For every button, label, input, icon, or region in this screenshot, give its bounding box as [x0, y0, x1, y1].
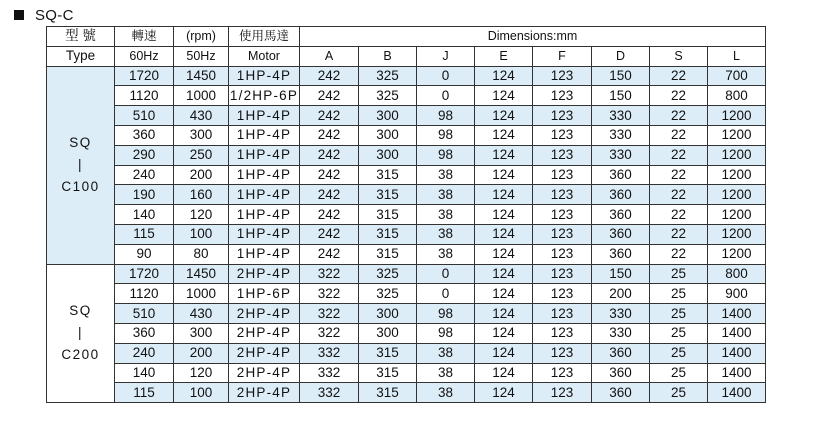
- table-cell: 800: [708, 264, 766, 284]
- table-cell: 124: [475, 244, 533, 264]
- table-cell: 98: [417, 125, 475, 145]
- table-cell: 90: [115, 244, 174, 264]
- table-cell: 124: [475, 145, 533, 165]
- table-cell: 140: [115, 205, 174, 225]
- table-cell: 325: [359, 264, 417, 284]
- table-cell: 115: [115, 224, 174, 244]
- table-cell: 38: [417, 165, 475, 185]
- table-cell: 242: [300, 165, 359, 185]
- table-cell: 150: [592, 264, 650, 284]
- table-cell: 190: [115, 185, 174, 205]
- table-cell: 22: [650, 165, 708, 185]
- table-cell: 800: [708, 86, 766, 106]
- table-cell: 360: [592, 363, 650, 383]
- table-cell: 124: [475, 205, 533, 225]
- table-cell: 325: [359, 86, 417, 106]
- table-cell: 242: [300, 125, 359, 145]
- table-cell: 1HP-4P: [229, 205, 300, 225]
- table-cell: 700: [708, 66, 766, 86]
- header-col-a: A: [300, 46, 359, 66]
- table-cell: 325: [359, 66, 417, 86]
- table-cell: 1HP-4P: [229, 145, 300, 165]
- table-cell: 1200: [708, 145, 766, 165]
- table-row: [47, 264, 766, 284]
- table-cell: 80: [174, 244, 229, 264]
- table-cell: 510: [115, 106, 174, 126]
- table-cell: 1120: [115, 284, 174, 304]
- table-cell: 1000: [174, 284, 229, 304]
- table-row: [47, 224, 766, 244]
- table-cell: 1000: [174, 86, 229, 106]
- square-bullet-icon: [14, 10, 24, 20]
- table-cell: 430: [174, 106, 229, 126]
- table-cell: 124: [475, 224, 533, 244]
- table-cell: 315: [359, 383, 417, 403]
- table-cell: 0: [417, 66, 475, 86]
- table-cell: 300: [359, 145, 417, 165]
- table-cell: 1450: [174, 66, 229, 86]
- table-row: [47, 125, 766, 145]
- table-cell: 1HP-4P: [229, 165, 300, 185]
- table-cell: 1HP-4P: [229, 224, 300, 244]
- table-cell: 300: [359, 323, 417, 343]
- header-dimensions: Dimensions:mm: [300, 27, 766, 47]
- header-type-en: Type: [47, 46, 115, 66]
- table-cell: 300: [359, 106, 417, 126]
- header-row-2: [47, 46, 766, 66]
- table-cell: 123: [533, 284, 592, 304]
- table-cell: 123: [533, 244, 592, 264]
- table-cell: 123: [533, 224, 592, 244]
- model-label-bottom: C200: [61, 347, 100, 363]
- table-cell: 200: [174, 165, 229, 185]
- table-cell: 1HP-4P: [229, 66, 300, 86]
- table-row: [47, 343, 766, 363]
- table-cell: 124: [475, 304, 533, 324]
- table-cell: 430: [174, 304, 229, 324]
- table-cell: 123: [533, 343, 592, 363]
- table-cell: 160: [174, 185, 229, 205]
- table-cell: 124: [475, 363, 533, 383]
- table-row: [47, 284, 766, 304]
- table-cell: 115: [115, 383, 174, 403]
- table-cell: 242: [300, 66, 359, 86]
- table-cell: 123: [533, 323, 592, 343]
- table-cell: 1HP-6P: [229, 284, 300, 304]
- table-cell: 22: [650, 106, 708, 126]
- table-cell: 123: [533, 205, 592, 225]
- table-cell: 100: [174, 224, 229, 244]
- table-cell: 1HP-4P: [229, 244, 300, 264]
- table-cell: 290: [115, 145, 174, 165]
- table-cell: 315: [359, 244, 417, 264]
- table-cell: 1400: [708, 343, 766, 363]
- table-cell: 38: [417, 205, 475, 225]
- table-cell: 38: [417, 383, 475, 403]
- table-cell: 22: [650, 205, 708, 225]
- table-cell: 330: [592, 145, 650, 165]
- table-cell: 332: [300, 383, 359, 403]
- table-cell: 25: [650, 343, 708, 363]
- header-col-b: B: [359, 46, 417, 66]
- table-cell: 38: [417, 244, 475, 264]
- table-cell: 22: [650, 145, 708, 165]
- header-50hz: 50Hz: [174, 46, 229, 66]
- table-cell: 0: [417, 86, 475, 106]
- table-cell: 123: [533, 165, 592, 185]
- table-cell: 124: [475, 86, 533, 106]
- table-cell: 242: [300, 185, 359, 205]
- table-row: [47, 205, 766, 225]
- table-cell: 242: [300, 106, 359, 126]
- table-cell: 98: [417, 323, 475, 343]
- table-cell: 1450: [174, 264, 229, 284]
- header-col-e: E: [475, 46, 533, 66]
- section-heading: [14, 5, 74, 25]
- table-cell: 242: [300, 224, 359, 244]
- table-cell: 140: [115, 363, 174, 383]
- table-row: [47, 383, 766, 403]
- table-cell: 22: [650, 244, 708, 264]
- table-cell: 360: [592, 165, 650, 185]
- table-cell: 1200: [708, 185, 766, 205]
- header-60hz: 60Hz: [115, 46, 174, 66]
- table-cell: 360: [115, 323, 174, 343]
- table-cell: 330: [592, 125, 650, 145]
- table-cell: 325: [359, 284, 417, 304]
- table-cell: 123: [533, 66, 592, 86]
- table-cell: 330: [592, 106, 650, 126]
- table-cell: 315: [359, 165, 417, 185]
- table-cell: 2HP-4P: [229, 304, 300, 324]
- table-cell: 332: [300, 343, 359, 363]
- table-cell: 0: [417, 264, 475, 284]
- table-cell: 123: [533, 125, 592, 145]
- table-cell: 1HP-4P: [229, 185, 300, 205]
- table-cell: 330: [592, 323, 650, 343]
- table-cell: 1HP-4P: [229, 125, 300, 145]
- table-cell: 124: [475, 66, 533, 86]
- model-label-mid: |: [77, 325, 83, 341]
- table-cell: 1/2HP-6P: [229, 86, 300, 106]
- header-speed-zh: 轉速: [115, 27, 174, 47]
- model-group-label: [47, 264, 115, 403]
- table-cell: 360: [592, 224, 650, 244]
- table-row: [47, 323, 766, 343]
- table-cell: 120: [174, 363, 229, 383]
- table-cell: 1200: [708, 205, 766, 225]
- table-cell: 124: [475, 125, 533, 145]
- table-cell: 240: [115, 343, 174, 363]
- table-row: [47, 244, 766, 264]
- table-cell: 322: [300, 264, 359, 284]
- table-cell: 315: [359, 363, 417, 383]
- model-label-bottom: C100: [61, 179, 100, 195]
- table-cell: 360: [592, 185, 650, 205]
- table-cell: 25: [650, 284, 708, 304]
- table-cell: 124: [475, 106, 533, 126]
- table-cell: 242: [300, 244, 359, 264]
- header-motor-zh: 使用馬達: [229, 27, 300, 47]
- table-cell: 123: [533, 185, 592, 205]
- table-cell: 22: [650, 86, 708, 106]
- table-cell: 22: [650, 66, 708, 86]
- table-cell: 300: [359, 304, 417, 324]
- table-row: [47, 165, 766, 185]
- table-cell: 300: [174, 323, 229, 343]
- table-cell: 315: [359, 185, 417, 205]
- table-cell: 25: [650, 323, 708, 343]
- header-rpm: (rpm): [174, 27, 229, 47]
- table-cell: 150: [592, 66, 650, 86]
- table-cell: 123: [533, 86, 592, 106]
- table-cell: 2HP-4P: [229, 363, 300, 383]
- table-cell: 38: [417, 343, 475, 363]
- table-cell: 332: [300, 363, 359, 383]
- table-cell: 123: [533, 264, 592, 284]
- header-col-f: F: [533, 46, 592, 66]
- table-cell: 2HP-4P: [229, 383, 300, 403]
- table-cell: 242: [300, 86, 359, 106]
- table-cell: 25: [650, 363, 708, 383]
- table-cell: 510: [115, 304, 174, 324]
- header-row-1: [47, 27, 766, 47]
- table-cell: 2HP-4P: [229, 323, 300, 343]
- table-cell: 120: [174, 205, 229, 225]
- model-group-label: [47, 66, 115, 264]
- table-cell: 124: [475, 284, 533, 304]
- table-cell: 98: [417, 145, 475, 165]
- table-row: [47, 185, 766, 205]
- table-cell: 1720: [115, 264, 174, 284]
- table-cell: 98: [417, 304, 475, 324]
- table-cell: 38: [417, 185, 475, 205]
- table-cell: 2HP-4P: [229, 343, 300, 363]
- table-cell: 123: [533, 383, 592, 403]
- table-cell: 1HP-4P: [229, 106, 300, 126]
- table-cell: 250: [174, 145, 229, 165]
- header-col-d: D: [592, 46, 650, 66]
- table-cell: 322: [300, 284, 359, 304]
- table-cell: 300: [359, 125, 417, 145]
- table-cell: 242: [300, 205, 359, 225]
- table-row: [47, 145, 766, 165]
- table-cell: 38: [417, 224, 475, 244]
- table-cell: 1400: [708, 323, 766, 343]
- model-label-top: SQ: [69, 303, 92, 319]
- table-row: [47, 106, 766, 126]
- table-cell: 150: [592, 86, 650, 106]
- table-cell: 315: [359, 224, 417, 244]
- table-cell: 123: [533, 145, 592, 165]
- table-cell: 38: [417, 363, 475, 383]
- table-row: [47, 66, 766, 86]
- table-cell: 124: [475, 343, 533, 363]
- table-cell: 123: [533, 106, 592, 126]
- header-col-l: L: [708, 46, 766, 66]
- table-cell: 25: [650, 264, 708, 284]
- table-cell: 123: [533, 363, 592, 383]
- header-col-j: J: [417, 46, 475, 66]
- table-cell: 360: [592, 383, 650, 403]
- table-cell: 1200: [708, 165, 766, 185]
- model-label-mid: |: [77, 157, 83, 173]
- spec-table: [46, 26, 766, 403]
- table-cell: 2HP-4P: [229, 264, 300, 284]
- header-motor-en: Motor: [229, 46, 300, 66]
- table-cell: 1400: [708, 383, 766, 403]
- table-cell: 1720: [115, 66, 174, 86]
- table-cell: 25: [650, 304, 708, 324]
- table-cell: 0: [417, 284, 475, 304]
- table-cell: 1400: [708, 304, 766, 324]
- table-row: [47, 86, 766, 106]
- table-cell: 330: [592, 304, 650, 324]
- table-cell: 1400: [708, 363, 766, 383]
- table-cell: 315: [359, 343, 417, 363]
- table-cell: 300: [174, 125, 229, 145]
- table-cell: 22: [650, 224, 708, 244]
- table-cell: 1120: [115, 86, 174, 106]
- table-cell: 1200: [708, 125, 766, 145]
- table-cell: 124: [475, 383, 533, 403]
- section-title: SQ-C: [35, 6, 74, 24]
- table-cell: 315: [359, 205, 417, 225]
- table-cell: 360: [592, 343, 650, 363]
- table-cell: 1200: [708, 106, 766, 126]
- table-cell: 360: [115, 125, 174, 145]
- table-cell: 360: [592, 244, 650, 264]
- header-col-s: S: [650, 46, 708, 66]
- table-cell: 200: [174, 343, 229, 363]
- table-row: [47, 304, 766, 324]
- table-cell: 240: [115, 165, 174, 185]
- table-cell: 900: [708, 284, 766, 304]
- header-type-zh: 型 號: [47, 27, 115, 47]
- table-cell: 360: [592, 205, 650, 225]
- table-cell: 124: [475, 264, 533, 284]
- table-cell: 1200: [708, 244, 766, 264]
- model-label-top: SQ: [69, 135, 92, 151]
- table-cell: 322: [300, 304, 359, 324]
- table-cell: 124: [475, 323, 533, 343]
- table-row: [47, 363, 766, 383]
- table-cell: 1200: [708, 224, 766, 244]
- table-cell: 200: [592, 284, 650, 304]
- table-cell: 100: [174, 383, 229, 403]
- table-cell: 25: [650, 383, 708, 403]
- table-cell: 22: [650, 125, 708, 145]
- table-cell: 322: [300, 323, 359, 343]
- table-cell: 22: [650, 185, 708, 205]
- table-cell: 124: [475, 165, 533, 185]
- table-cell: 123: [533, 304, 592, 324]
- table-cell: 124: [475, 185, 533, 205]
- table-cell: 98: [417, 106, 475, 126]
- table-cell: 242: [300, 145, 359, 165]
